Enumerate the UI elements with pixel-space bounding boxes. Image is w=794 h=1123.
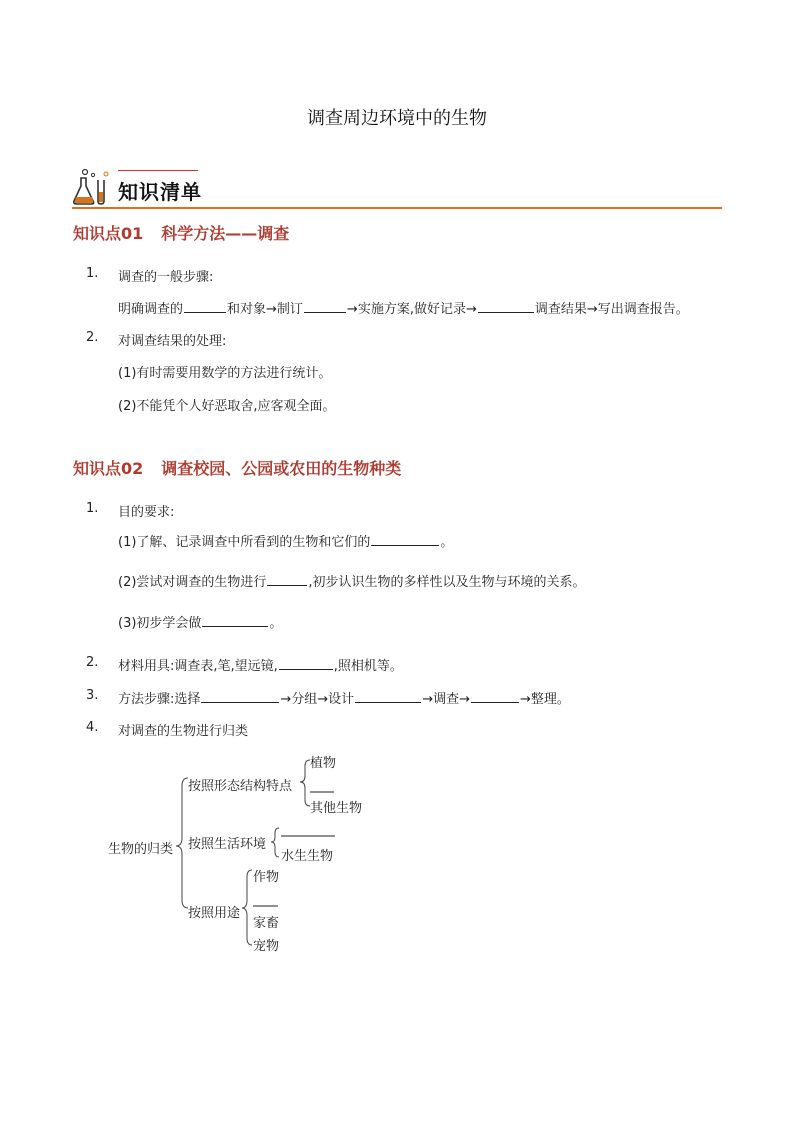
blank [478,301,534,313]
blank [371,534,439,546]
diagram-b1-item-2: 其他生物 [310,801,363,816]
goal-1-text: (1)了解、记录调查中所看到的生物和它们的 [118,535,371,550]
flask-beaker-icon [71,168,111,206]
kp1-sub-1: (1)有时需要用数学的方法进行统计。 [118,366,332,381]
kp1-item-2-num: 2. [86,330,99,345]
branch-2-brace [271,828,279,857]
kp1-item-2-text: 对调查结果的处理: [118,334,227,349]
blank [471,691,519,703]
knowledge-point-1-heading [73,221,289,244]
blank [267,574,307,586]
blank [202,615,268,627]
blank [304,301,346,313]
method-part-4: →整理。 [519,692,570,707]
diagram-b2-item-1: 水生生物 [281,849,334,864]
diagram-b3-item-2: 家畜 [253,916,280,931]
materials-text: 材料用具:调查表,笔,望远镜, [118,659,278,674]
blank [184,301,226,313]
kp1-id: 知识点01 [73,224,144,243]
branch-1-brace [300,760,310,806]
goal-3-end: 。 [269,616,283,631]
kp2-item-3-text [118,688,570,707]
diagram-branch-3: 按照用途 [188,906,241,921]
blank [355,691,421,703]
materials-end: ,照相机等。 [333,659,403,674]
goal-1-end: 。 [440,535,454,550]
kp2-item-4-text: 对调查的生物进行归类 [118,724,249,739]
kp1-item-1-num: 1. [86,266,99,281]
goal-3-text: (3)初步学会做 [118,616,202,631]
kp2-id: 知识点02 [73,459,144,478]
section-title: 知识清单 [118,180,202,204]
method-part-2: →分组→设计 [280,692,355,707]
diagram-branch-1: 按照形态结构特点 [188,779,293,794]
knowledge-point-2-heading [73,456,401,479]
steps-part-2: 和对象→制订 [227,302,303,317]
section-underline [72,207,722,209]
method-part-1: 方法步骤:选择 [118,692,201,707]
kp1-title: 科学方法——调查 [161,224,290,243]
blank [201,691,279,703]
goal-2-end: ,初步认识生物的多样性以及生物与环境的关系。 [308,575,586,590]
kp1-steps-line [118,298,689,317]
steps-part-3: →实施方案,做好记录→ [346,302,477,317]
kp2-goal-3 [118,612,282,631]
kp2-item-1-num: 1. [86,501,99,516]
kp2-goal-2 [118,571,586,590]
section-top-rule [118,170,198,171]
diagram-b3-item-3: 宠物 [253,939,280,954]
blank [279,658,333,670]
kp2-item-4-num: 4. [86,720,99,735]
page-title: 调查周边环境中的生物 [307,108,487,129]
kp2-item-2-text [118,655,403,674]
kp2-item-3-num: 3. [86,688,99,703]
goal-2-text: (2)尝试对调查的生物进行 [118,575,267,590]
diagram-b1-item-1: 植物 [310,756,337,771]
kp2-title: 调查校园、公园或农田的生物种类 [161,459,402,478]
kp1-sub-2: (2)不能凭个人好恶取舍,应客观全面。 [118,399,336,414]
kp2-item-1-text: 目的要求: [118,505,175,520]
root-brace [176,778,188,908]
diagram-root: 生物的归类 [108,842,174,857]
steps-part-1: 明确调查的 [118,302,184,317]
branch-3-brace [242,870,252,945]
diagram-branch-2: 按照生活环境 [188,837,267,852]
method-part-3: →调查→ [422,692,470,707]
diagram-b3-item-1: 作物 [253,870,280,885]
steps-part-4: 调查结果→写出调查报告。 [534,302,689,317]
kp1-item-1-text: 调查的一般步骤: [118,270,214,285]
kp2-item-2-num: 2. [86,655,99,670]
kp2-goal-1 [118,531,453,550]
